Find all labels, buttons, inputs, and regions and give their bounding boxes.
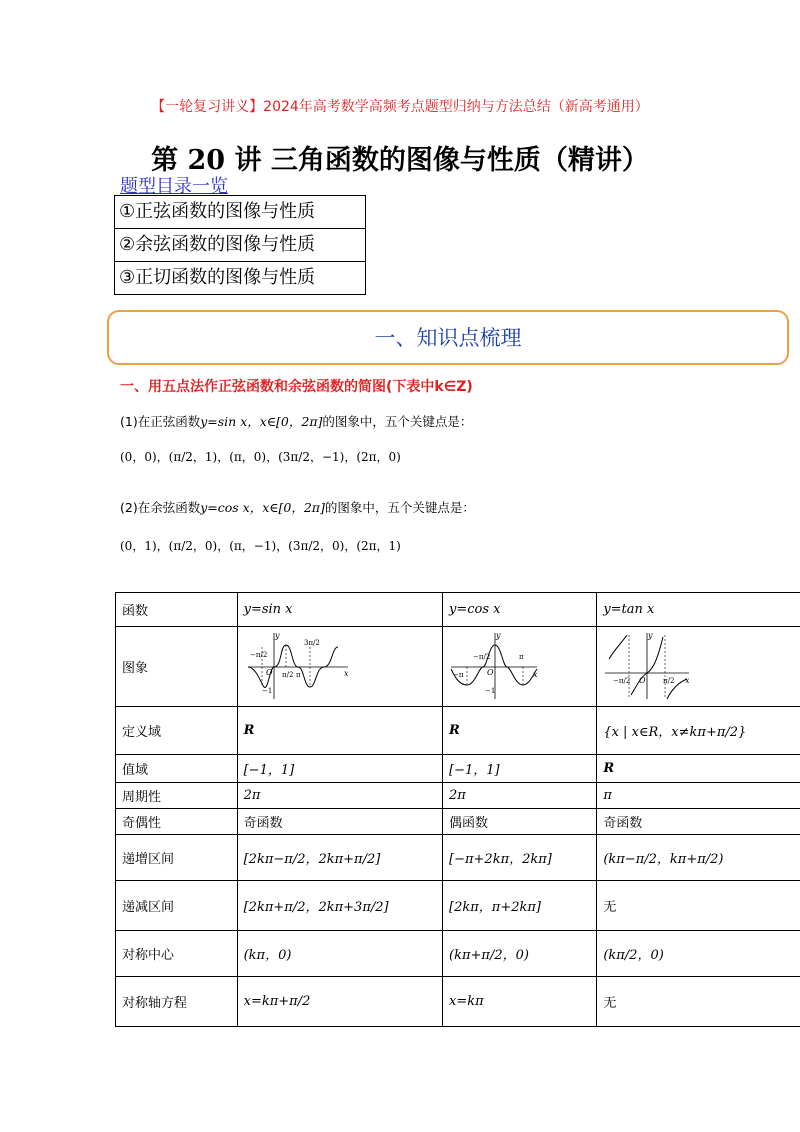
table-cell: R	[597, 755, 800, 783]
svg-text:π: π	[519, 652, 524, 661]
table-cell-label: 定义域	[116, 707, 238, 755]
table-cell: 2π	[237, 783, 442, 809]
table-row	[116, 755, 800, 783]
table-cell: [2kπ−π/2，2kπ+π/2]	[237, 835, 442, 881]
table-cell: {x | x∈R，x≠kπ+π/2}	[597, 707, 800, 755]
table-cell-label: 递增区间	[116, 835, 238, 881]
svg-text:y: y	[648, 630, 653, 640]
table-cell: R	[443, 707, 597, 755]
svg-text:y: y	[274, 630, 280, 640]
page-title: 第 20 讲 三角函数的图像与性质（精讲）	[151, 145, 649, 176]
cosine-key-points: (0，1)，(π/2，0)，(π，−1)，(3π/2，0)，(2π，1)	[120, 539, 401, 553]
table-header-cell: y=cos x	[443, 593, 597, 627]
table-cell: [2kπ+π/2，2kπ+3π/2]	[237, 881, 442, 931]
table-row	[116, 835, 800, 881]
svg-text:π/2: π/2	[281, 670, 294, 679]
table-cell: x=kπ+π/2	[237, 977, 442, 1027]
table-cell: [−1，1]	[443, 755, 597, 783]
table-header-cell: y=sin x	[237, 593, 442, 627]
table-cell: [−1，1]	[237, 755, 442, 783]
toc-item-sine[interactable]: ①正弦函数的图像与性质	[115, 196, 365, 229]
document-header: 【一轮复习讲义】2024年高考数学高频考点题型归纳与方法总结（新高考通用）	[151, 99, 649, 115]
table-cell-label: 对称中心	[116, 931, 238, 977]
table-cell: [2kπ，π+2kπ]	[443, 881, 597, 931]
table-cell: π	[597, 783, 800, 809]
svg-text:x: x	[685, 675, 690, 685]
sine-graph	[244, 629, 354, 701]
table-row	[116, 809, 800, 835]
svg-text:O: O	[265, 667, 273, 677]
table-cell: 2π	[443, 783, 597, 809]
sine-key-points: (0，0)，(π/2，1)，(π，0)，(3π/2，−1)，(2π，0)	[120, 450, 401, 464]
toc-item-cosine[interactable]: ②余弦函数的图像与性质	[115, 229, 365, 262]
table-cell-label: 递减区间	[116, 881, 238, 931]
svg-text:O: O	[639, 675, 646, 685]
table-cell: R	[237, 707, 442, 755]
table-cell: (kπ+π/2，0)	[443, 931, 597, 977]
sub-heading: 一、用五点法作正弦函数和余弦函数的简图(下表中k∈Z)	[120, 379, 473, 395]
svg-text:−1: −1	[485, 686, 496, 695]
svg-text:3π/2: 3π/2	[303, 638, 320, 647]
table-cell-label: 对称轴方程	[116, 977, 238, 1027]
paragraph-cosine-suffix: 的图象中，五个关键点是：	[324, 500, 475, 515]
toc-box	[114, 195, 366, 295]
tangent-graph-cell	[597, 627, 800, 707]
table-cell: 无	[597, 881, 800, 931]
table-header-row	[116, 593, 800, 627]
paragraph-sine	[120, 412, 472, 430]
table-row	[116, 783, 800, 809]
svg-text:x: x	[343, 668, 349, 678]
svg-text:x: x	[533, 669, 538, 679]
paragraph-sine-prefix: (1)在正弦函数	[120, 414, 201, 429]
properties-table	[115, 592, 800, 1027]
svg-text:π/2: π/2	[663, 676, 675, 685]
cosine-function-formula: y=cos x，x∈[0，2π]	[200, 500, 325, 515]
table-cell: (kπ−π/2，kπ+π/2)	[597, 835, 800, 881]
cosine-graph	[449, 629, 539, 701]
svg-text:O: O	[487, 667, 494, 677]
paragraph-cosine-prefix: (2)在余弦函数	[120, 500, 201, 515]
table-row	[116, 931, 800, 977]
sine-function-formula: y=sin x，x∈[0，2π]	[200, 414, 323, 429]
table-cell: (kπ/2，0)	[597, 931, 800, 977]
svg-text:y: y	[496, 630, 501, 640]
section-banner: 一、知识点梳理	[107, 310, 789, 365]
sine-graph-cell	[237, 627, 442, 707]
paragraph-cosine	[120, 498, 475, 516]
svg-text:−π/2: −π/2	[249, 650, 267, 659]
toc-item-tangent[interactable]: ③正切函数的图像与性质	[119, 267, 316, 288]
table-cell: 偶函数	[443, 809, 597, 835]
svg-text:−π/2: −π/2	[613, 676, 631, 685]
toc-heading-link[interactable]: 题型目录一览	[120, 176, 228, 197]
tangent-graph	[603, 629, 693, 701]
svg-text:π: π	[295, 670, 301, 679]
table-cell: x=kπ	[443, 977, 597, 1027]
table-row	[116, 881, 800, 931]
table-cell: (kπ，0)	[237, 931, 442, 977]
table-row	[116, 977, 800, 1027]
svg-text:−1: −1	[261, 686, 272, 695]
table-header-cell: y=tan x	[597, 593, 800, 627]
table-cell: [−π+2kπ，2kπ]	[443, 835, 597, 881]
table-cell: 无	[597, 977, 800, 1027]
table-cell-label: 值域	[116, 755, 238, 783]
svg-text:−π/2: −π/2	[473, 652, 491, 661]
table-row-graph	[116, 627, 800, 707]
table-cell-label: 奇偶性	[116, 809, 238, 835]
paragraph-sine-suffix: 的图象中，五个关键点是：	[322, 414, 473, 429]
table-header-cell: 函数	[116, 593, 238, 627]
table-row	[116, 707, 800, 755]
table-cell-label: 周期性	[116, 783, 238, 809]
svg-text:−π: −π	[453, 670, 464, 679]
cosine-graph-cell	[443, 627, 597, 707]
table-cell: 奇函数	[597, 809, 800, 835]
table-cell-label: 图象	[116, 627, 238, 707]
table-cell: 奇函数	[237, 809, 442, 835]
